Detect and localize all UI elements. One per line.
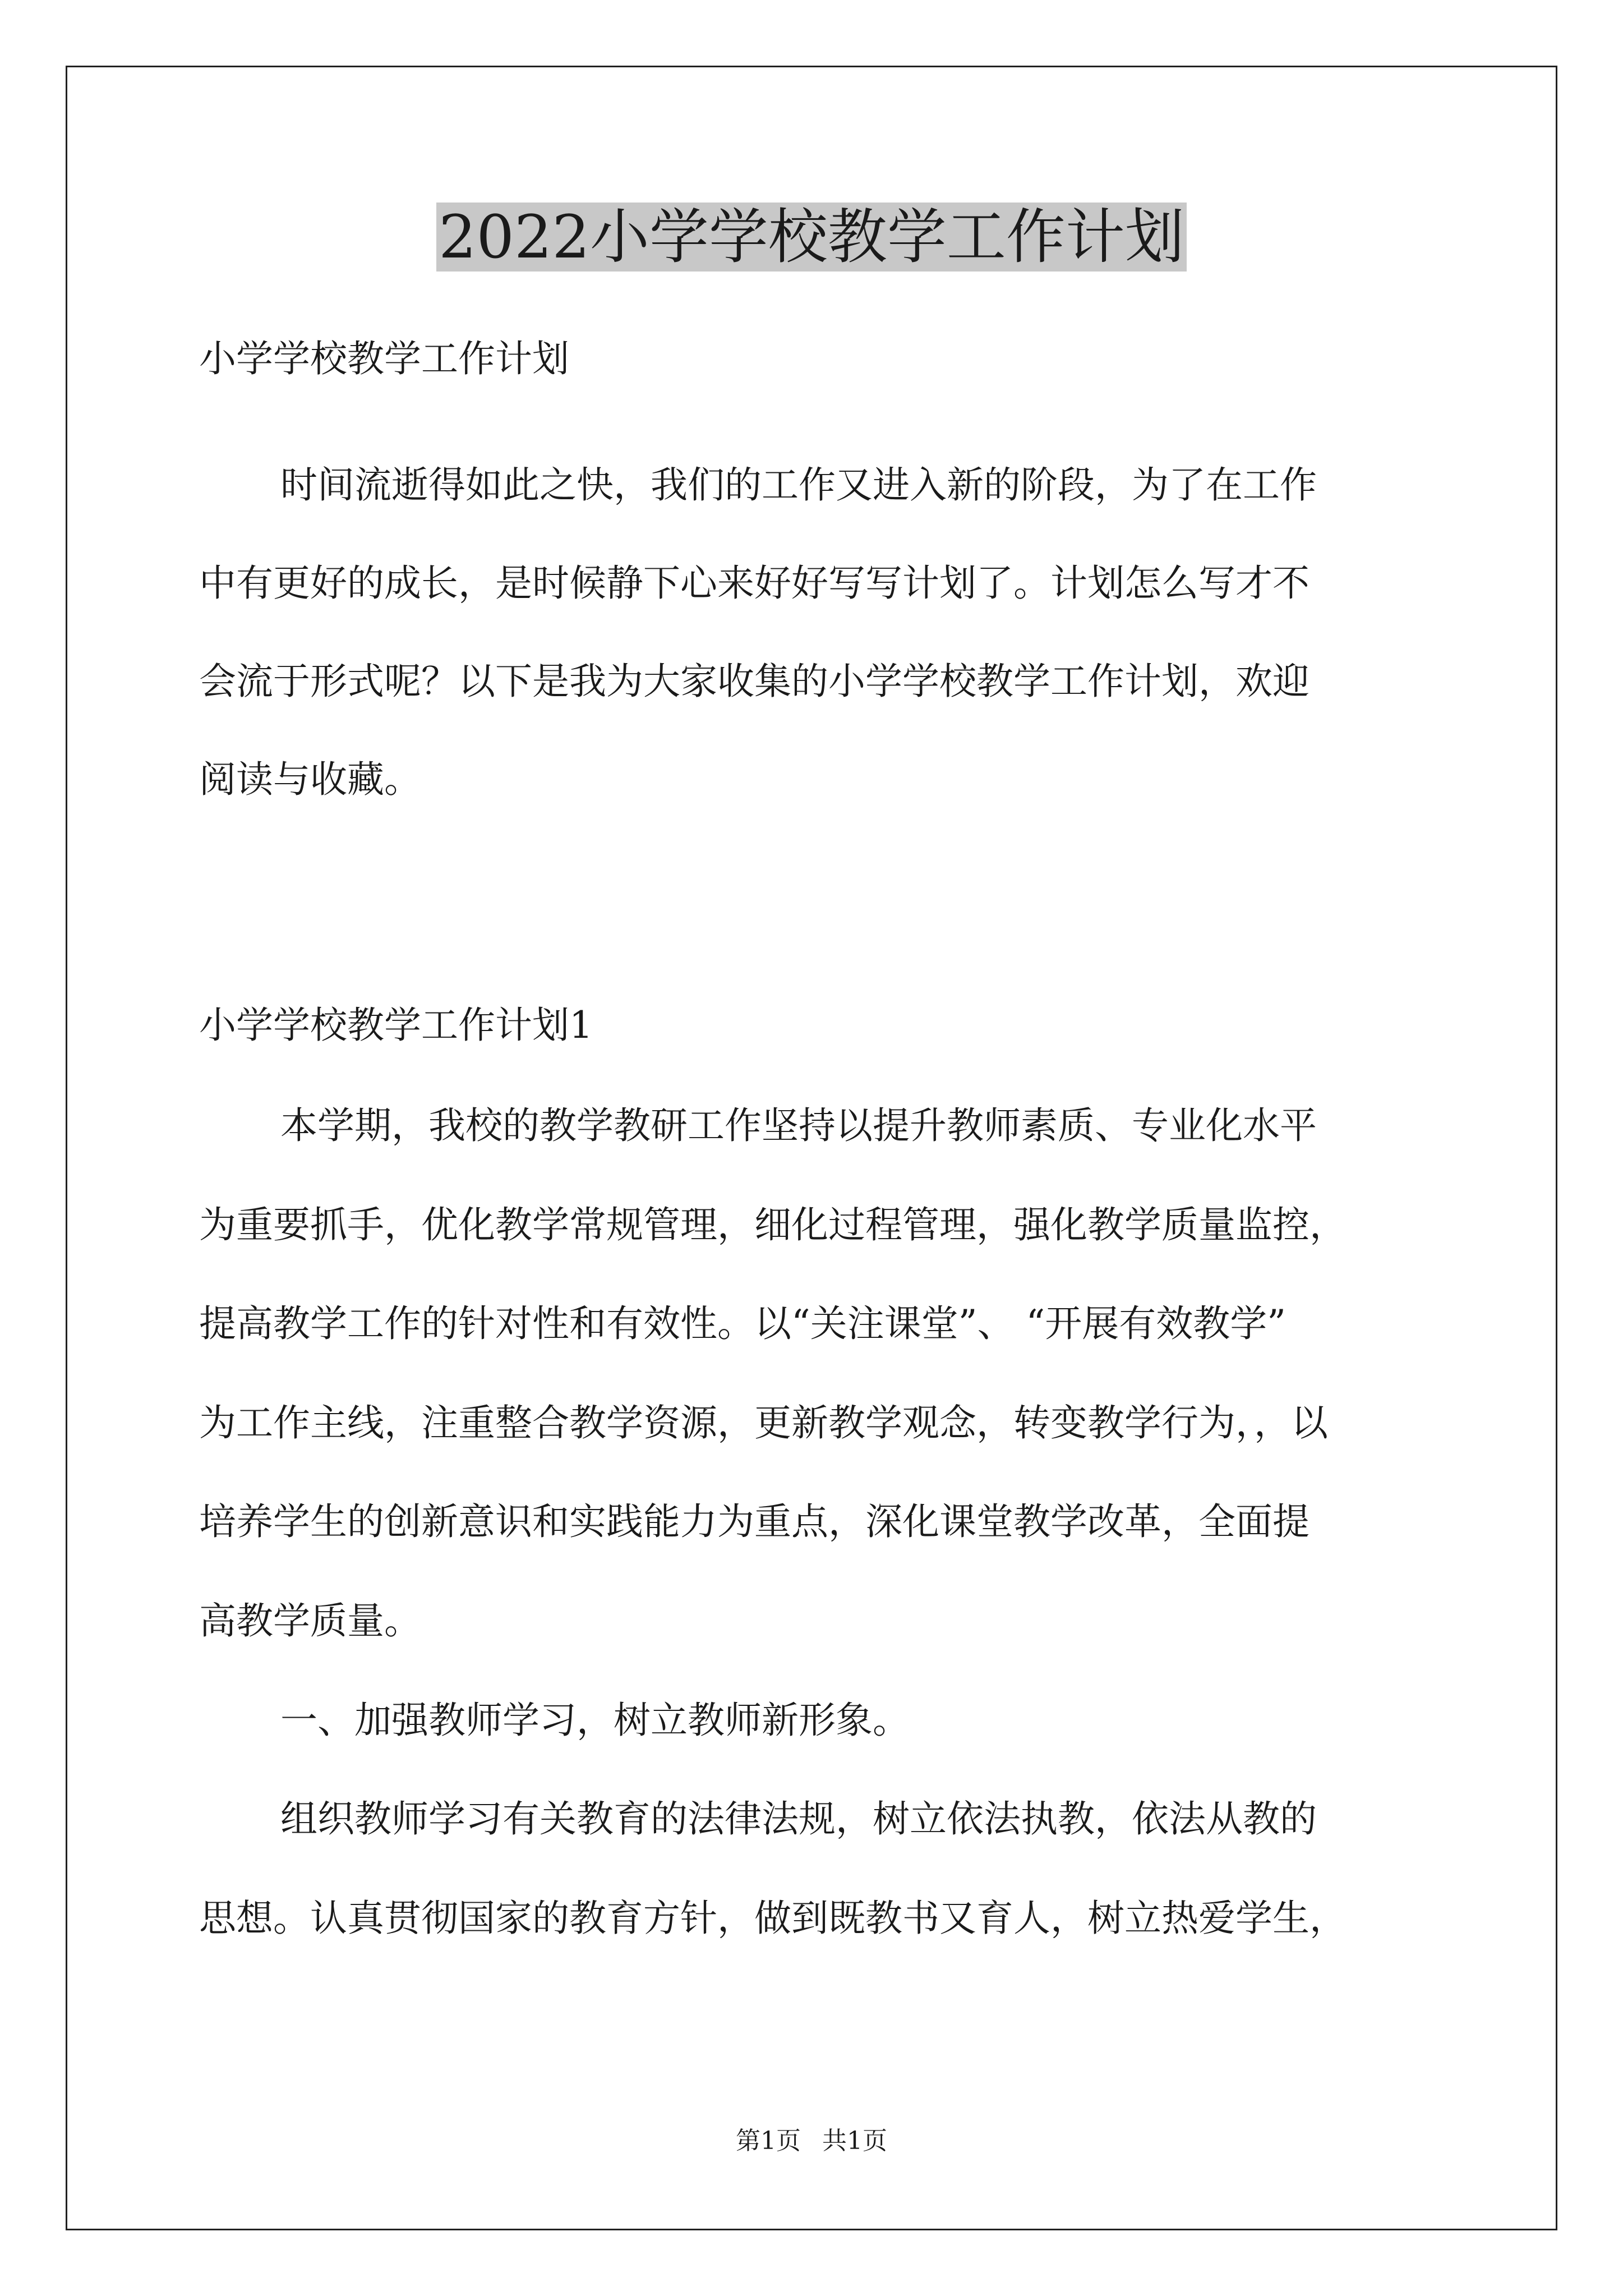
page-number: 第1页 [736, 2127, 801, 2155]
paragraph-line: 高教学质量。 [199, 1599, 421, 1642]
intro-line: 阅读与收藏。 [199, 758, 421, 801]
paragraph-line: 为工作主线，注重整合教学资源，更新教学观念，转变教学行为，，以 [199, 1401, 1328, 1444]
paragraph-line: 为重要抓手，优化教学常规管理，细化过程管理，强化教学质量监控， [199, 1203, 1347, 1246]
document-title [0, 201, 1623, 274]
document-subtitle: 小学学校教学工作计划 [199, 337, 569, 380]
paragraph-line: 思想。认真贯彻国家的教育方针，做到既教书又育人，树立热爱学生， [199, 1897, 1347, 1940]
paragraph-line: 培养学生的创新意识和实践能力为重点，深化课堂教学改革，全面提 [199, 1500, 1310, 1543]
intro-line: 时间流逝得如此之快，我们的工作又进入新的阶段，为了在工作 [280, 463, 1317, 507]
paragraph-line: 提高教学工作的针对性和有效性。以“关注课堂”、 “开展有效教学” [199, 1302, 1286, 1345]
document-title-text: 2022小学学校教学工作计划 [436, 203, 1187, 272]
subheading: 一、加强教师学习，树立教师新形象。 [280, 1699, 910, 1742]
paragraph-line: 本学期，我校的教学教研工作坚持以提升教师素质、专业化水平 [280, 1104, 1317, 1147]
intro-line: 会流于形式呢？以下是我为大家收集的小学学校教学工作计划，欢迎 [199, 660, 1310, 703]
section-heading: 小学学校教学工作计划1 [199, 1004, 593, 1047]
intro-line: 中有更好的成长，是时候静下心来好好写写计划了。计划怎么写才不 [199, 562, 1310, 605]
page-total: 共1页 [822, 2127, 887, 2155]
paragraph-line: 组织教师学习有关教育的法律法规，树立依法执教，依法从教的 [280, 1797, 1317, 1841]
page-footer [0, 2124, 1623, 2158]
